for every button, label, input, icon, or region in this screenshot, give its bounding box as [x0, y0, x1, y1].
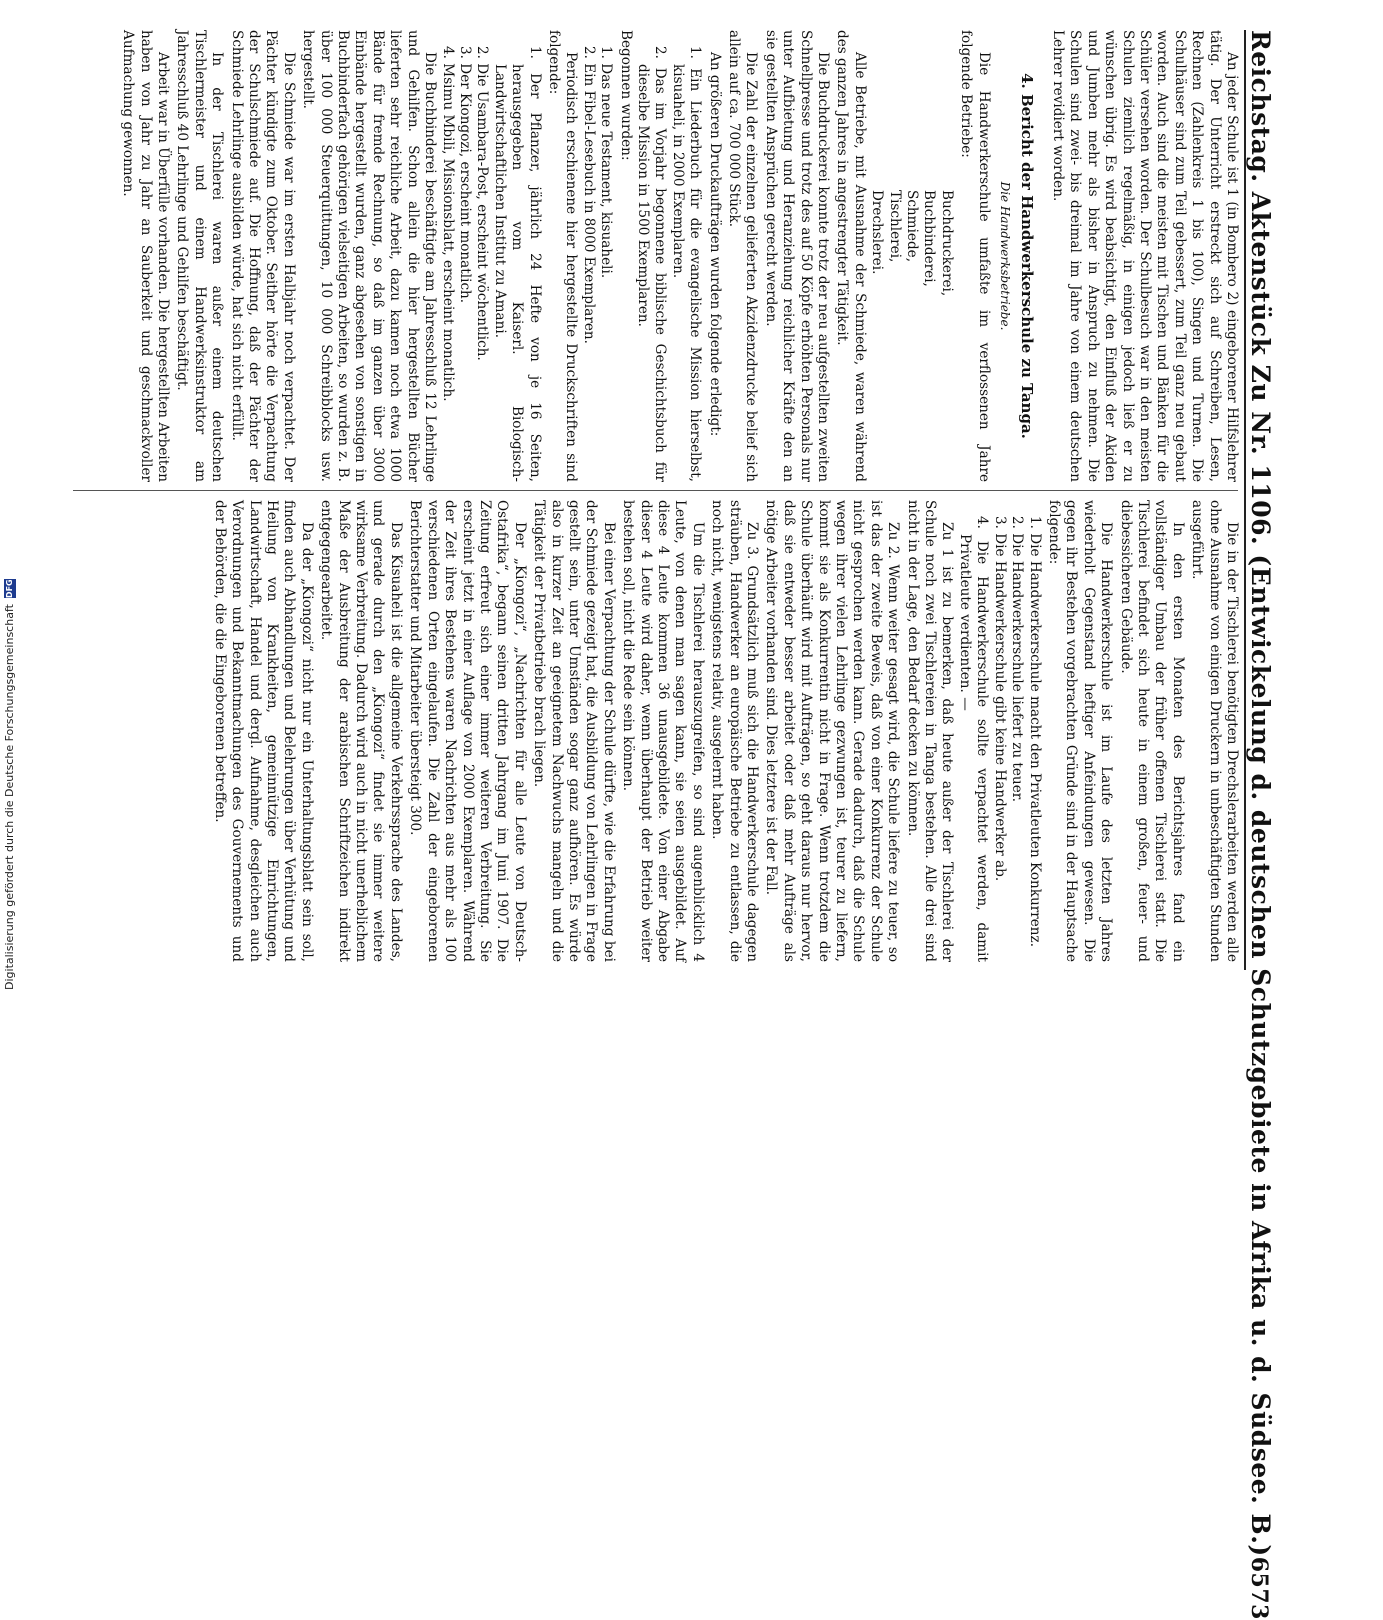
- list-item: 3. Der Kiongozi, erscheint monatlich.: [456, 46, 473, 304]
- page-number: 6573: [1246, 1556, 1272, 1620]
- paragraph: Da der „Kiongozi“ nicht nur ein Unterhaltungsblatt sein soll, finden auch Abhandlungen und Belehrungen über Verhütung und Heilung von Krankheiten, gemeinnützige Einrichtungen, Landwirtschaft, Handel und dergl. Aufnahme, desgleichen auch Verordnungen und Bekanntmachungen des Gouvernements und der Behörden, die die Eingeborenen betreffen.: [211, 500, 315, 962]
- paragraph: Zu 1 ist zu bemerken, daß heute außer der Tischlerei der Schule noch zwei Tischlereien in Tanga bestehen. Alle drei sind nicht in der Lage, den Bedarf decken zu können.: [904, 500, 956, 962]
- list-item: 1. Ein Liederbuch für die evangelische Mission hierselbst, kisuaheli, in 2000 Exemplaren.: [669, 46, 704, 482]
- paragraph: In den ersten Monaten des Berichtsjahres fand ein vollständiger Umbau der früher offenen Tischlerei statt. Die Tischlerei befindet sich heute in einem großen, feuer- und diebessicheren Gebäude.: [1117, 500, 1186, 962]
- list-item: Buchdruckerei,: [938, 190, 955, 297]
- list-item: 2. Ein Fibel-Lesebuch in 8000 Exemplaren.: [580, 46, 597, 344]
- paragraph: Das Kisuaheli ist die allgemeine Verkehrssprache des Landes, und gerade durch den „Kiongozi“ findet sie immer weitere wirksame Verbreitung. Dadurch wird auch in nicht unerheblichem Maße der Ausbreitung der arabischen Schriftzeichen indirekt entgegengearbeitet.: [318, 500, 404, 962]
- list-item: Schmiede,: [904, 190, 921, 263]
- document-page: [60, 0, 1300, 1620]
- begun-list: [579, 30, 614, 482]
- orders-list: [634, 30, 704, 482]
- paragraph: Arbeit war in Überfülle vorhanden. Die hergestellten Arbeiten haben von Jahr zu Jahr an Sauberkeit und geschmackvoller Aufmachung gewonnen.: [120, 30, 172, 482]
- paragraph: Die Handwerkerschule umfaßte im verflossenen Jahre folgende Betriebe:: [958, 30, 992, 482]
- paragraph: Die Schmiede war im ersten Halbjahr noch verpachtet. Der Pächter kündigte zum Oktober. Seither hörte die Verpachtung der Schulschmiede auf. Die Hoffnung, daß der Pächter der Schmiede Lehrlinge ausbilden würde, hat sich nicht erfüllt.: [228, 30, 297, 482]
- left-column: [70, 30, 1240, 482]
- paragraph: Der „Kiongozi“, „Nachrichten für alle Leute von Deutsch-Ostafrika“, begann seinen dritten Jahrgang im Juni 1907. Die Zeitung erfreut sich einer immer weiteren Verbreitung. Sie erscheint jetzt in einer Auflage von 2000 Exemplaren. Während der Zeit ihres Bestehens waren Nachrichten aus mehr als 100 verschiedenen Orten eingelaufen. Die Zahl der eingeborenen Berichterstatter und Mitarbeiter übersteigt 300.: [407, 500, 528, 962]
- complaints-list: [956, 500, 1043, 962]
- paragraph: Die Buchbinderei beschäftigte am Jahresschluß 12 Lehrlinge und Gehilfen. Schon allein die hier hergestellten Bücher lieferten sehr reichliche Arbeit, dazu kamen noch etwa 1000 Bände für fremde Rechnung, so daß im ganzen über 3000 Einbände hergestellt wurden, ganz abgesehen von sonstigen in Buchbinderfach gehörigen vielseitigen Arbeiten, so wurden z. B. über 100 000 Steuerquittungen, 10 000 Schreibblocks usw. hergestellt.: [300, 30, 439, 482]
- section-subtitle: Die Handwerksbetriebe.: [998, 181, 1013, 331]
- list-item: Tischlerei,: [886, 190, 903, 263]
- paragraph: Um die Tischlerei herauszugreifen, so sind augenblicklich 4 Leute, von denen man sagen kann, sie seien ausgebildet. Auf diese 4 Leute kommen 36 unausgebildete. Von einer Abgabe dieser 4 Leute wird daher, wenn überhaupt der Betrieb weiter bestehen soll, nicht die Rede sein können.: [620, 500, 706, 962]
- right-column: [70, 500, 1240, 962]
- paragraph: In der Tischlerei waren außer einem deutschen Tischlermeister und einem Handwerksinstruktor am Jahresschluß 40 Lehrlinge und Gehilfen beschäftigt.: [174, 30, 226, 482]
- paragraph: An größeren Druckaufträgen wurden folgende erledigt:: [706, 52, 723, 437]
- list-item: 1. Der Pflanzer, jährlich 24 Hefte von je 16 Seiten, herausgegeben vom Kaiserl. Biologisch-Landwirtschaftlichen Institut zu Amani.: [491, 46, 543, 482]
- paragraph: Bei einer Verpachtung der Schule dürfte, wie die Erfahrung bei der Schmiede gezeigt hat, die Ausbildung von Lehrlingen in Frage gestellt sein, unter Umständen sogar ganz aufhören. Es würde also in kurzer Zeit an geeignetem Nachwuchs mangeln und die Tätigkeit der Privatbetriebe brach liegen.: [531, 500, 617, 962]
- paragraph: Periodisch erschienene hier hergestellte Druckschriften sind folgende:: [545, 30, 580, 482]
- list-item: 2. Das im Vorjahr begonnene biblische Geschichtsbuch für dieselbe Mission in 1500 Exemplaren.: [635, 46, 669, 482]
- dfg-logo-icon: DFG: [5, 579, 14, 599]
- list-item: 1. Das neue Testament, kisuaheli.: [598, 46, 615, 279]
- list-item: 2. Die Handwerkerschule liefert zu teuer.: [1009, 516, 1026, 803]
- digitization-credit: [2, 579, 24, 1000]
- paragraph: Begonnen wurden:: [617, 30, 634, 161]
- list-item: Drechslerei.: [869, 190, 886, 275]
- paragraph: An jeder Schule ist 1 (in Bombero 2) eingeborener Hilfslehrer tätig. Der Unterricht erstreckt sich auf Schreiben, Lesen, Rechnen (Zahlenkreis 1 bis 100), Singen und Turnen. Die Schulhäuser sind zum Teil gebessert, zum Teil ganz neu gebaut worden. Auch sind die meisten mit Tischen und Bänken für die Schüler versehen worden. Der Schulbesuch war in den meisten Schulen ziemlich regelmäßig, in einigen jedoch ließ er zu wünschen übrig. Es wird beabsichtigt, den Einfluß der Akiden und Jumben mehr als bisher in Anspruch zu nehmen. Die Schulen sind zwei- bis dreimal im Jahre von einem deutschen Lehrer revidiert worden.: [1049, 30, 1240, 482]
- periodicals-list: [438, 30, 542, 482]
- list-item: 4. Die Handwerkerschule sollte verpachtet werden, damit Privatleute verdienten. —: [956, 516, 991, 962]
- list-item: 2. Die Usambara-Post, erscheint wöchentlich.: [474, 46, 491, 361]
- paragraph: Die Handwerkerschule ist im Laufe des letzten Jahres wiederholt Gegenstand heftiger Anfeindungen gewesen. Die gegen ihr Bestehen vorgebrachten Gründe sind in der Hauptsache folgende:: [1045, 500, 1115, 962]
- list-item: 3. Die Handwerkerschule gibt keine Handwerker ab.: [991, 516, 1008, 882]
- paragraph: Die Buchdruckerei konnte trotz der neu aufgestellten zweiten Schnellpresse und trotz des auf 50 Köpfe erhöhten Personals nur unter Aufbietung und Heranziehung reichlicher Kräfte den an sie gestellten Ansprüchen gerecht werden.: [762, 30, 832, 482]
- list-item: 4. Msimu Mbili, Missionsblatt, erscheint monatlich.: [439, 46, 456, 402]
- paragraph: Die Zahl der einzelnen gelieferten Akzidenzdrucke belief sich allein auf ca. 700 000 Stück.: [726, 30, 760, 482]
- page-header: [1244, 30, 1286, 1620]
- paragraph: Zu 2. Wenn weiter gesagt wird, die Schule liefere zu teuer, so ist das der zweite Beweis, daß von einer Konkurrenz der Schule nicht gesprochen werden kann. Gerade dadurch, daß die Schule wegen ihrer vielen Lehrlinge gezwungen ist, teurer zu liefern, kommt sie als Konkurrentin nicht in Frage. Wenn trotzdem die Schule überhäuft wird mit Aufträgen, so geht daraus nur hervor, daß sie entweder besser arbeitet oder daß mehr Aufträge als nötige Arbeiter vorhanden sind. Dies letztere ist der Fall.: [763, 500, 902, 962]
- paragraph: Zu 3. Grundsätzlich muß sich die Handwerkerschule dagegen sträuben, Handwerker an europäische Betriebe zu entlassen, die noch nicht, wenigstens relativ, ausgelernt haben.: [709, 500, 761, 962]
- list-item: 1. Die Handwerkerschule macht den Privatleuten Konkurrenz.: [1026, 516, 1043, 948]
- paragraph: Die in der Tischlerei benötigten Drechslerarbeiten werden alle ohne Ausnahme von einigen Druckern in unbeschäftigten Stunden ausgeführt.: [1189, 500, 1240, 962]
- paragraph: Alle Betriebe, mit Ausnahme der Schmiede, waren während des ganzen Jahres in angestrengter Tätigkeit.: [834, 30, 868, 482]
- page-header-title: Reichstag. Aktenstück Zu Nr. 1106. (Entwickelung d. deutschen Schutzgebiete in Afrika u. d. Südsee. B.): [1246, 30, 1275, 1557]
- list-item: Buchbinderei,: [921, 190, 938, 287]
- column-divider: [73, 490, 1238, 491]
- section-title: 4. Bericht der Handwerkerschule zu Tanga.: [1017, 73, 1036, 439]
- trades-list: [868, 30, 955, 482]
- credit-text: Digitalisierung gefördert durch die Deutsche Forschungsgemeinschaft: [3, 604, 16, 990]
